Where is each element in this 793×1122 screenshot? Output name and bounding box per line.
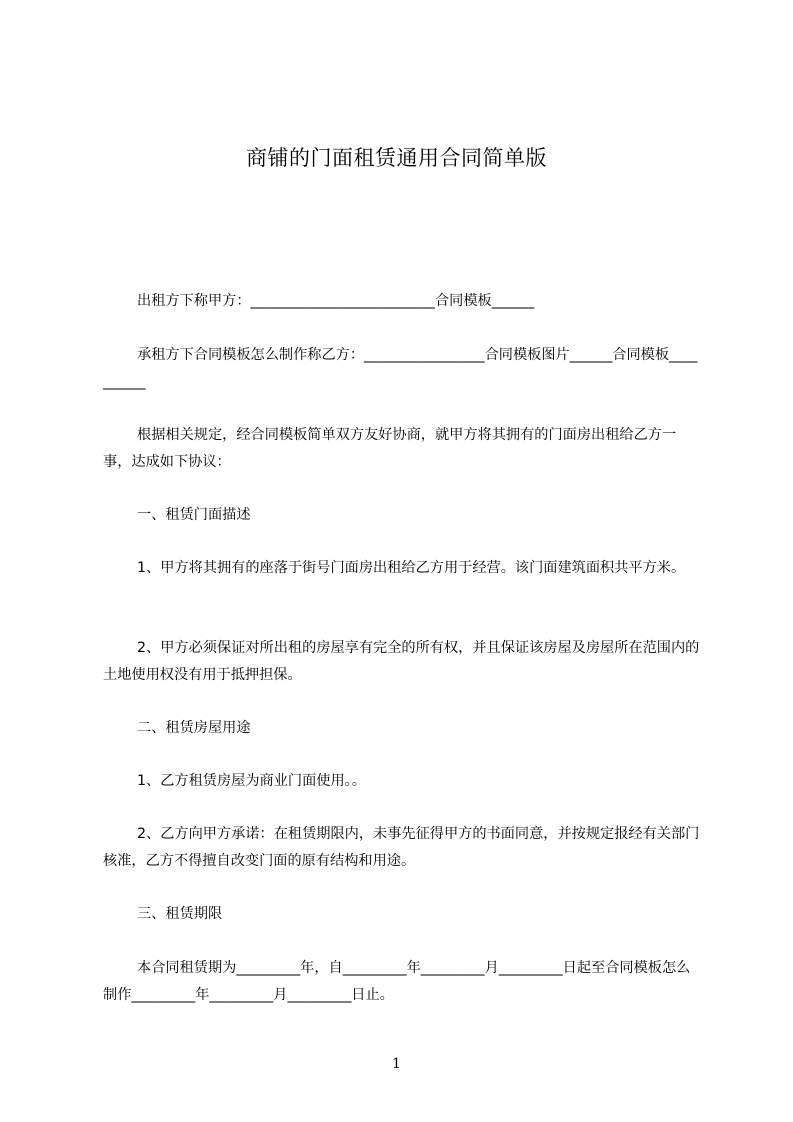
page-number: 1: [392, 1056, 401, 1072]
document-title: 商铺的门面租赁通用合同简单版: [246, 146, 547, 170]
section-1-clause-1: 1、甲方将其拥有的座落于街号门面房出租给乙方用于经营。该门面建筑面积共平方米。: [137, 560, 686, 576]
section-3-heading: 三、租赁期限: [137, 906, 223, 922]
party-b-line: 承租方下合同模板怎么制作称乙方：_________________合同模板图片______合同模板__________: [103, 347, 698, 390]
section-2-heading: 二、租赁房屋用途: [137, 720, 251, 736]
section-1-heading: 一、租赁门面描述: [137, 507, 251, 523]
section-3-clause-term: 本合同租赁期为_________年，自_________年_________月_________日起至合同模板怎么制作_________年_________月_________日止。: [103, 960, 691, 1003]
section-2-clause-2: 2、乙方向甲方承诺：在租赁期限内，未事先征得甲方的书面同意，并按规定报经有关部门核准，乙方不得擅自改变门面的原有结构和用途。: [103, 826, 700, 869]
party-a-line: 出租方下称甲方：__________________________合同模板______: [137, 293, 535, 309]
section-1-clause-2: 2、甲方必须保证对所出租的房屋享有完全的所有权，并且保证该房屋及房屋所在范围内的土地使用权没有用于抵押担保。: [103, 640, 700, 683]
preamble-paragraph: 根据相关规定，经合同模板简单双方友好协商，就甲方将其拥有的门面房出租给乙方一事，达成如下协议：: [103, 427, 677, 470]
section-2-clause-1: 1、乙方租赁房屋为商业门面使用。。: [137, 773, 366, 789]
